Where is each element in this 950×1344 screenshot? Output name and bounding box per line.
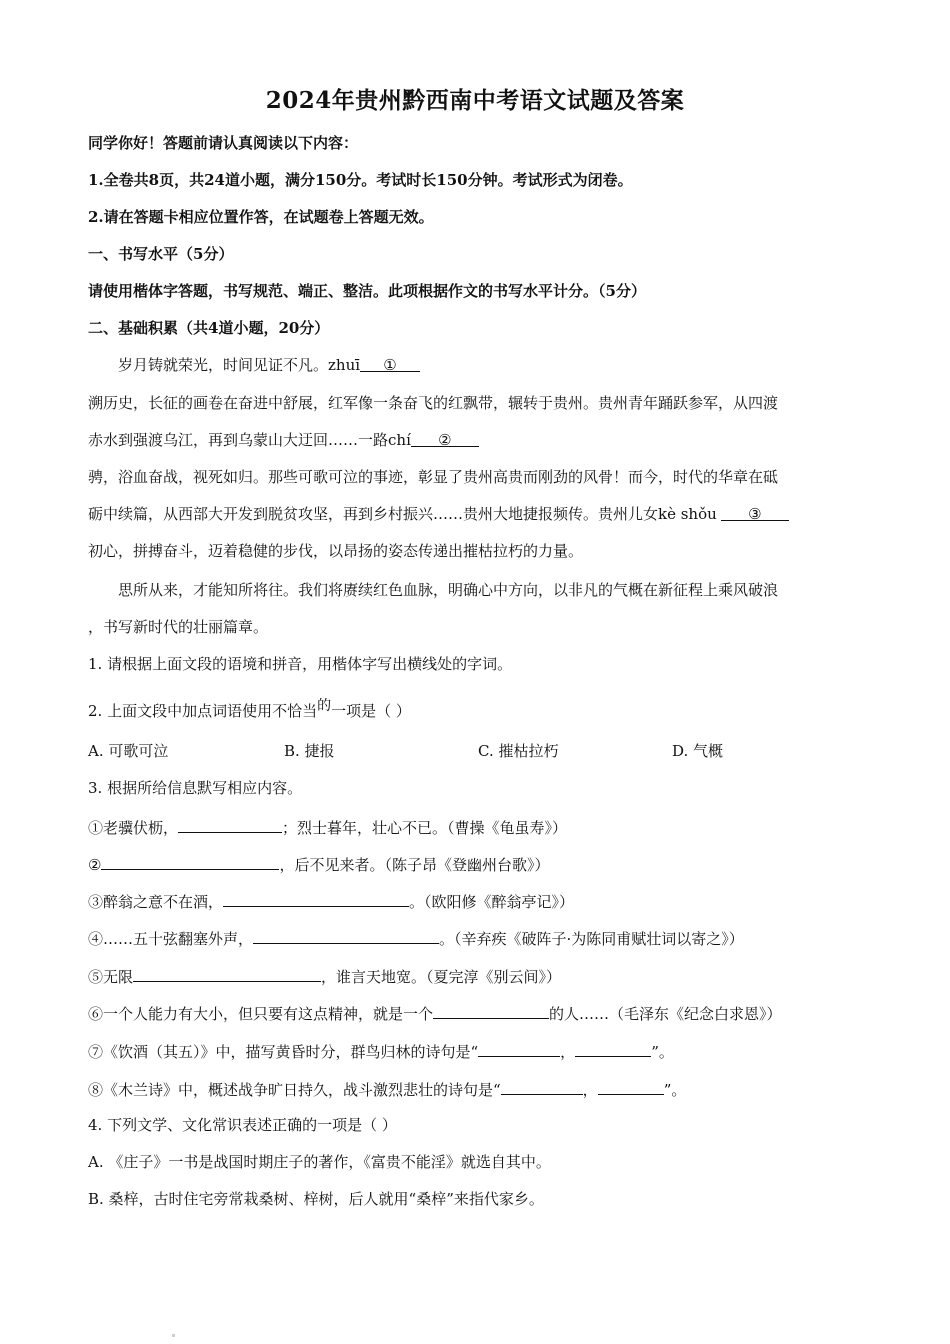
question-2-text: 2. 上面文段中加点词语使用不恰当 <box>88 702 318 720</box>
recite-item-7 <box>88 1039 868 1063</box>
recite-text: ④……五十弦翻塞外声， <box>88 930 254 948</box>
recite-text: ， <box>582 1081 598 1099</box>
question-3: 3. 根据所给信息默写相应内容。 <box>88 779 303 797</box>
passage-line-6: 初心，拼搏奋斗，迈着稳健的步伐，以昂扬的姿态传递出摧枯拉朽的力量。 <box>88 542 584 560</box>
passage-text: 赤水到强渡乌江，再到乌蒙山大迂回……一路chí <box>88 431 411 449</box>
notice-item-1: 1.全卷共8页，共24道小题，满分150分。考试时长150分钟。考试形式为闭卷。 <box>88 171 633 189</box>
recite-text: ”。 <box>663 1081 687 1099</box>
recite-text: ⑦《饮酒（其五）》中，描写黄昏时分，群鸟归林的诗句是“ <box>88 1043 479 1061</box>
question-1: 1. 请根据上面文段的语境和拼音，用楷体字写出横线处的字词。 <box>88 655 513 673</box>
recite-blank <box>101 852 279 870</box>
notice-heading: 同学你好！答题前请认真阅读以下内容： <box>88 134 359 152</box>
recite-text: ①老骥伏枥， <box>88 819 179 837</box>
recite-item-2 <box>88 852 868 876</box>
blank-1: ① <box>360 354 420 372</box>
passage-line-2: 溯历史，长征的画卷在奋进中舒展，红军像一条奋飞的红飘带，辗转于贵州。贵州青年踊跃参军，从四渡 <box>88 394 779 412</box>
recite-blank <box>178 815 282 833</box>
blank-3: ③ <box>721 503 789 521</box>
question-2-options <box>88 740 868 762</box>
blank-2: ② <box>411 429 479 447</box>
recite-text: 的人……（毛泽东《纪念白求恩》） <box>549 1005 782 1023</box>
recite-blank <box>478 1039 560 1057</box>
option-a: A. 可歌可泣 <box>88 742 169 760</box>
recite-blank <box>433 1001 549 1019</box>
recite-item-6 <box>88 1001 868 1025</box>
recite-text: 。（辛弃疾《破阵子·为陈同甫赋壮词以寄之》） <box>439 930 744 948</box>
recite-text: ，后不见来者。（陈子昂《登幽州台歌》） <box>279 856 550 874</box>
passage-line-7: 思所从来，才能知所将往。我们将赓续红色血脉，明确心中方向，以非凡的气概在新征程上乘风破浪 <box>118 581 779 599</box>
section2-heading: 二、基础积累（共4道小题，20分） <box>88 319 330 337</box>
section1-heading: 一、书写水平（5分） <box>88 245 234 263</box>
page-title: 2024年贵州黔西南中考语文试题及答案 <box>265 87 685 114</box>
recite-blank <box>501 1077 583 1095</box>
passage-line-8: ，书写新时代的壮丽篇章。 <box>88 618 269 636</box>
recite-text: ③醉翁之意不在酒， <box>88 893 224 911</box>
option-c: C. 摧枯拉朽 <box>478 742 559 760</box>
recite-blank <box>133 964 321 982</box>
passage-line-4: 骋，浴血奋战，视死如归。那些可歌可泣的事迹，彰显了贵州高贵而刚劲的风骨！而今，时代的华章在砥 <box>88 468 779 486</box>
passage-line-1 <box>118 354 898 376</box>
recite-text: ⑥一个人能力有大小，但只要有这点精神，就是一个 <box>88 1005 434 1023</box>
notice-item-2: 2.请在答题卡相应位置作答，在试题卷上答题无效。 <box>88 208 434 226</box>
question-2 <box>88 700 868 723</box>
passage-text: 岁月铸就荣光，时间见证不凡。zhuī <box>118 356 361 374</box>
section1-text: 请使用楷体字答题，书写规范、端正、整洁。此项根据作文的书写水平计分。（5分） <box>88 282 646 300</box>
recite-item-1 <box>88 815 868 839</box>
recite-text: ② <box>88 856 102 874</box>
passage-text: 砺中续篇，从西部大开发到脱贫攻坚，再到乡村振兴……贵州大地捷报频传。贵州儿女kè shǒu <box>88 505 717 523</box>
recite-text: ”。 <box>651 1043 674 1061</box>
recite-text: 。（欧阳修《醉翁亭记》） <box>409 893 575 911</box>
question-2-superscript: 的 <box>317 698 332 714</box>
question-4-option-b: B. 桑梓，古时住宅旁常栽桑树、梓树，后人就用“桑梓”来指代家乡。 <box>88 1190 544 1208</box>
recite-text: ，谁言天地宽。（夏完淳《别云间》） <box>321 968 562 986</box>
recite-blank <box>575 1039 651 1057</box>
recite-item-5 <box>88 964 868 988</box>
recite-blank <box>223 889 409 907</box>
recite-text: ；烈士暮年，壮心不已。（曹操《龟虽寿》） <box>282 819 568 837</box>
recite-item-3 <box>88 889 868 913</box>
page-speck <box>172 1334 175 1337</box>
recite-item-4 <box>88 926 868 950</box>
option-d: D. 气概 <box>672 742 724 760</box>
recite-text: ， <box>560 1043 576 1061</box>
recite-item-8 <box>88 1077 868 1101</box>
question-4: 4. 下列文学、文化常识表述正确的一项是（ ） <box>88 1116 397 1134</box>
question-4-option-a: A. 《庄子》一书是战国时期庄子的著作，《富贵不能淫》就选自其中。 <box>88 1153 551 1171</box>
option-b: B. 捷报 <box>284 742 335 760</box>
recite-blank <box>598 1077 664 1095</box>
passage-line-3 <box>88 429 868 451</box>
passage-line-5 <box>88 503 868 525</box>
question-2-paren: 一项是（ ） <box>331 702 411 720</box>
recite-blank <box>253 926 439 944</box>
recite-text: ⑤无限 <box>88 968 134 986</box>
recite-text: ⑧《木兰诗》中，概述战争旷日持久，战斗激烈悲壮的诗句是“ <box>88 1081 501 1099</box>
